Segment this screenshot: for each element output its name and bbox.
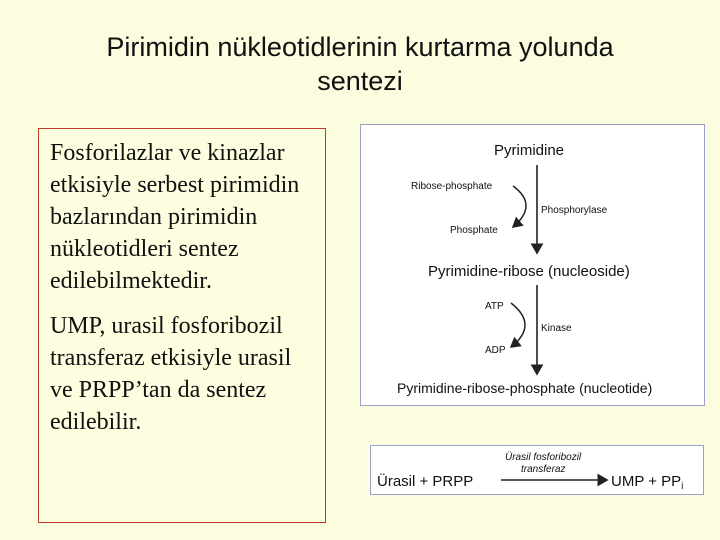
text-box xyxy=(38,128,326,523)
pyrimidine-label: Pyrimidine xyxy=(494,142,565,159)
phosphorylase-label: Phosphorylase xyxy=(541,205,608,216)
ribose-phosphate-curve xyxy=(513,186,526,227)
products-label xyxy=(611,473,683,492)
enzyme-label-line1: Ürasil fosforibozil xyxy=(505,452,582,463)
kinase-label: Kinase xyxy=(541,323,572,334)
products-subscript: i xyxy=(681,481,684,492)
title-line-2: sentezi xyxy=(317,66,403,96)
paragraph-ump-synthesis: UMP, urasil fosforibozil transferaz etkisiyle urasil ve PRPP’tan da sentez edilebilir. xyxy=(50,313,292,435)
salvage-pathway-diagram xyxy=(360,124,705,406)
title-line-1: Pirimidin nükleotidlerinin kurtarma yolunda xyxy=(106,32,614,62)
phosphate-label: Phosphate xyxy=(450,225,498,236)
ribose-phosphate-label: Ribose-phosphate xyxy=(411,181,493,192)
nucleoside-label: Pyrimidine-ribose (nucleoside) xyxy=(428,263,630,280)
reactants-label: Ürasil + PRPP xyxy=(377,473,474,490)
atp-label: ATP xyxy=(485,301,504,312)
reaction-svg xyxy=(371,446,705,496)
enzyme-label-line2: transferaz xyxy=(521,464,566,475)
salvage-pathway-svg xyxy=(361,125,706,407)
nucleotide-label: Pyrimidine-ribose-phosphate (nucleotide) xyxy=(397,380,653,396)
adp-label: ADP xyxy=(485,345,506,356)
products-main: UMP + PP xyxy=(611,473,682,490)
atp-adp-curve xyxy=(511,303,525,347)
slide-title xyxy=(0,30,720,98)
uracil-prpp-reaction xyxy=(370,445,704,495)
paragraph-phosphorylases: Fosforilazlar ve kinazlar etkisiyle serbest pirimidin bazlarından pirimidin nükleotidleri sentez edilebilmektedir. xyxy=(50,140,300,294)
